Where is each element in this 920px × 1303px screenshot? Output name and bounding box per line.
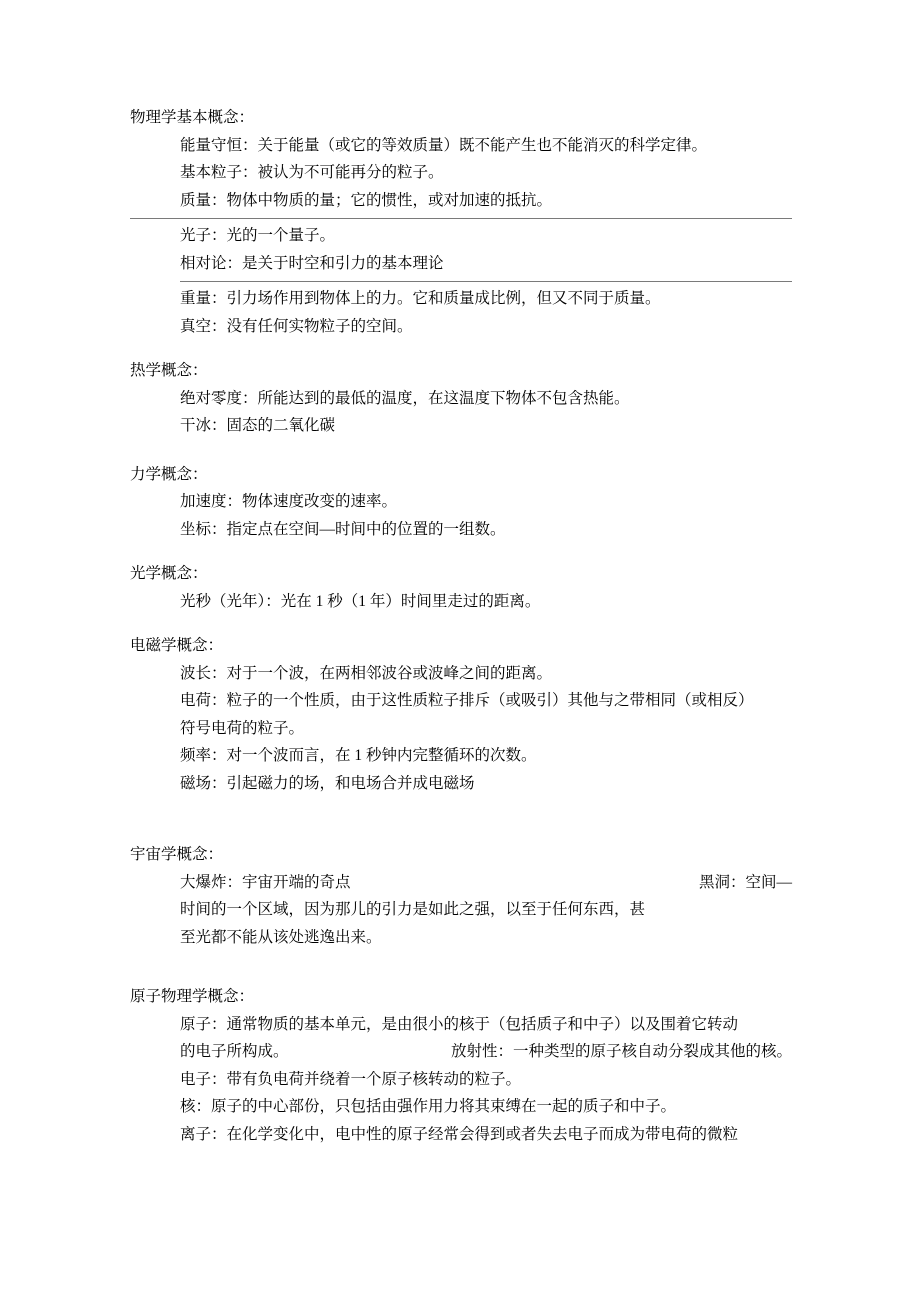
definition-line-continuation: 至光都不能从该处逃逸出来。 [180, 928, 382, 946]
section-heading: 物理学基本概念： [130, 109, 255, 126]
definition-line: 电荷：粒子的一个性质，由于这性质粒子排斥（或吸引）其他与之带相同（或相反） [180, 692, 754, 709]
definition-line: 能量守恒：关于能量（或它的等效质量）既不能产生也不能消灭的科学定律。 [180, 136, 708, 154]
section-heading: 光学概念： [130, 565, 208, 582]
definition-line: 光子：光的一个量子。 [180, 227, 336, 244]
definition-line: 加速度：物体速度改变的速率。 [180, 493, 398, 510]
definition-line: 频率：对一个波而言，在 1 秒钟内完整循环的次数。 [180, 747, 537, 764]
definition-left: 大爆炸：宇宙开端的奇点 [180, 873, 351, 891]
section-mechanics [130, 461, 792, 544]
definition-line: 磁场：引起磁力的场，和电场合并成电磁场 [180, 774, 475, 792]
definition-line: 真空：没有任何实物粒子的空间。 [180, 317, 413, 335]
definition-line: 绝对零度：所能达到的最低的温度，在这温度下物体不包含热能。 [180, 389, 630, 407]
section-heading: 宇宙学概念： [130, 846, 224, 863]
definition-line: 光秒（光年）：光在 1 秒（1 年）时间里走过的距离。 [180, 592, 541, 610]
section-cosmology [130, 841, 792, 951]
section-electromagnetism [130, 632, 792, 797]
definition-line: 坐标：指定点在空间—时间中的位置的一组数。 [180, 520, 506, 538]
section-physics-basics [130, 104, 792, 340]
definition-line: 基本粒子：被认为不可能再分的粒子。 [180, 164, 444, 181]
divider-line [180, 281, 792, 282]
section-heading: 力学概念： [130, 465, 208, 483]
divider-line [130, 218, 792, 219]
section-heading: 电磁学概念： [130, 637, 224, 654]
section-heading: 原子物理学概念： [130, 988, 255, 1005]
definition-line: 质量：物体中物质的量；它的惯性，或对加速的抵抗。 [180, 191, 553, 209]
definition-line: 相对论：是关于时空和引力的基本理论 [180, 254, 444, 272]
definition-line: 干冰：固态的二氧化碳 [180, 417, 336, 434]
section-optics [130, 560, 792, 615]
definition-line-split [180, 869, 792, 897]
definition-right: 黑洞：空间— [698, 873, 792, 891]
definition-line-continuation: 时间的一个区域，因为那儿的引力是如此之强，以至于任何东西，甚 [180, 901, 646, 918]
definition-left: 的电子所构成。 [180, 1043, 289, 1060]
section-thermal [130, 357, 792, 440]
definition-right: 放射性：一种类型的原子核自动分裂成其他的核。 [450, 1043, 792, 1060]
definition-line: 电子：带有负电荷并绕着一个原子核转动的粒子。 [180, 1070, 522, 1088]
definition-line-continuation: 符号电荷的粒子。 [180, 719, 305, 737]
section-atomic-physics [130, 983, 792, 1148]
definition-line: 离子：在化学变化中，电中性的原子经常会得到或者失去电子而成为带电荷的微粒 [180, 1125, 739, 1143]
section-heading: 热学概念： [130, 362, 208, 379]
definition-line: 波长：对于一个波，在两相邻波谷或波峰之间的距离。 [180, 664, 553, 682]
definition-line: 原子：通常物质的基本单元，是由很小的核于（包括质子和中子）以及围着它转动 [180, 1015, 739, 1033]
definition-line-split [180, 1038, 792, 1066]
definition-line: 重量：引力场作用到物体上的力。它和质量成比例，但又不同于质量。 [180, 290, 661, 307]
definition-line: 核：原子的中心部份，只包括由强作用力将其束缚在一起的质子和中子。 [180, 1098, 677, 1115]
